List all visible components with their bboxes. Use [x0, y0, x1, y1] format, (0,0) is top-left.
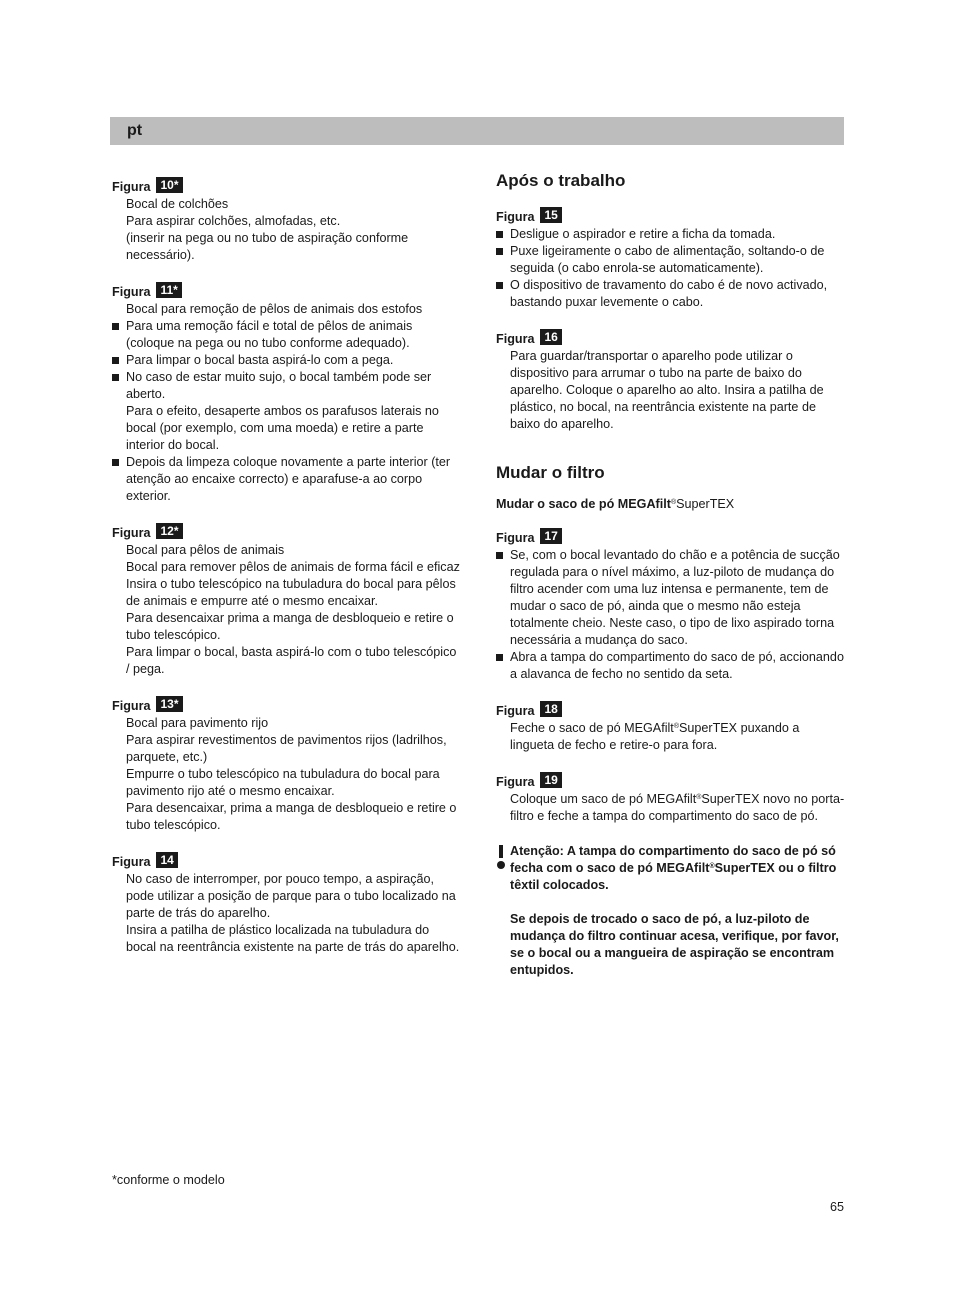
figure-number-badge: 19	[540, 772, 561, 788]
figure-number-badge: 17	[540, 528, 561, 544]
text-line: Para aspirar revestimentos de pavimentos rijos (ladrilhos, parquete, etc.)	[126, 733, 447, 764]
bullet-square-icon	[112, 323, 119, 330]
figure-label: Figura	[112, 285, 151, 299]
text-line: Bocal para pêlos de animais	[126, 543, 285, 557]
figure-18-section	[496, 700, 846, 754]
list-item: Depois da limpeza coloque novamente a parte interior (ter atenção ao encaixe correcto) e aparafuse-a ao corpo exterior.	[112, 454, 462, 505]
section-heading: Após o trabalho	[496, 171, 626, 190]
list-item: Para uma remoção fácil e total de pêlos de animais (coloque na pega ou no tubo conforme adequado).	[112, 318, 462, 352]
bullet-square-icon	[112, 357, 119, 364]
exclamation-icon	[497, 845, 505, 871]
figure-15-section	[496, 206, 846, 311]
figure-number-badge: 14	[156, 852, 177, 868]
list-item: O dispositivo de travamento do cabo é de novo activado, bastando puxar levemente o cabo.	[496, 277, 846, 311]
figure-label: Figura	[496, 210, 535, 224]
text-line: Feche o saco de pó MEGAfilt®SuperTEX puxando a lingueta de fecho e retire-o para fora.	[510, 721, 800, 752]
warning-text: Atenção: A tampa do compartimento do saco de pó só fecha com o saco de pó MEGAfilt®SuperTEX ou o filtro têxtil colocados.	[510, 844, 837, 892]
text-line: Bocal para remoção de pêlos de animais dos estofos	[126, 302, 423, 316]
text-line: Insira a patilha de plástico localizada na tubuladura do bocal na reentrância existente na parte de trás do aparelho.	[126, 923, 460, 954]
figure-number-badge: 15	[540, 207, 561, 223]
figure-number-badge: 10*	[156, 177, 182, 193]
figure-19-section	[496, 771, 846, 825]
right-column	[496, 170, 846, 979]
subheading: Mudar o saco de pó MEGAfilt®SuperTEX	[496, 497, 735, 511]
figure-label: Figura	[496, 531, 535, 545]
page-number: 65	[829, 1200, 844, 1214]
bullet-square-icon	[496, 231, 503, 238]
text-line: Para guardar/transportar o aparelho pode utilizar o dispositivo para arrumar o tubo na parte de baixo do aparelho. Coloque o aparelho ao alto. Insira a patilha de plástico, no bocal, na reentrância existente na parte de baixo do aparelho.	[510, 349, 824, 431]
bullet-square-icon	[496, 654, 503, 661]
bullet-square-icon	[112, 374, 119, 381]
figure-16-section	[496, 328, 846, 433]
language-code: pt	[127, 122, 143, 139]
list-item: No caso de estar muito sujo, o bocal também pode ser aberto. Para o efeito, desaperte ambos os parafusos laterais no bocal (por exemplo, com uma moeda) e retire a parte interior do bocal.	[112, 369, 462, 454]
figure-label: Figura	[496, 775, 535, 789]
warning-text: Se depois de trocado o saco de pó, a luz-piloto de mudança do filtro continuar acesa, verifique, por favor, se o bocal ou a mangueira de aspiração se encontram entupidos.	[510, 912, 839, 977]
list-item: Desligue o aspirador e retire a ficha da tomada.	[496, 226, 846, 243]
figure-number-badge: 16	[540, 329, 561, 345]
text-line: No caso de interromper, por pouco tempo, a aspiração, pode utilizar a posição de parque para o tubo localizado na parte de trás do aparelho.	[126, 872, 456, 920]
text-line: (inserir na pega ou no tubo de aspiração conforme necessário).	[126, 231, 409, 262]
text-line: Para desencaixar prima a manga de desbloqueio e retire o tubo telescópico.	[126, 611, 454, 642]
figure-label: Figura	[112, 855, 151, 869]
figure-14-section	[112, 851, 462, 956]
figure-label: Figura	[112, 180, 151, 194]
bullet-list	[496, 547, 846, 683]
bullet-square-icon	[496, 552, 503, 559]
figure-label: Figura	[496, 704, 535, 718]
text-line: Bocal para remover pêlos de animais de forma fácil e eficaz	[126, 560, 460, 574]
text-line: Bocal para pavimento rijo	[126, 716, 269, 730]
text-line: Para aspirar colchões, almofadas, etc.	[126, 214, 341, 228]
language-header-bar	[110, 117, 844, 145]
text-line: Coloque um saco de pó MEGAfilt®SuperTEX novo no porta-filtro e feche a tampa do compartimento do saco de pó.	[510, 792, 845, 823]
bullet-list	[496, 226, 846, 311]
bullet-list	[112, 318, 462, 505]
figure-17-section	[496, 527, 846, 683]
figure-number-badge: 11*	[156, 282, 181, 298]
figure-label: Figura	[496, 332, 535, 346]
text-line: Para limpar o bocal, basta aspirá-lo com o tubo telescópico / pega.	[126, 645, 457, 676]
left-column	[112, 176, 462, 956]
figure-label: Figura	[112, 526, 151, 540]
bullet-square-icon	[496, 282, 503, 289]
text-line: Insira o tubo telescópico na tubuladura do bocal para pêlos de animais e empurre até o mesmo encaixar.	[126, 577, 456, 608]
list-item: Puxe ligeiramente o cabo de alimentação, soltando-o de seguida (o cabo enrola-se automaticamente).	[496, 243, 846, 277]
text-line: Bocal de colchões	[126, 197, 229, 211]
text-line: Empurre o tubo telescópico na tubuladura do bocal para pavimento rijo até o mesmo encaixar.	[126, 767, 440, 798]
figure-12-section	[112, 522, 462, 678]
bullet-square-icon	[496, 248, 503, 255]
figure-10-section	[112, 176, 462, 264]
figure-label: Figura	[112, 699, 151, 713]
footnote: *conforme o modelo	[112, 1173, 225, 1187]
figure-13-section	[112, 695, 462, 834]
bullet-square-icon	[112, 459, 119, 466]
figure-11-section	[112, 281, 462, 505]
list-item: Abra a tampa do compartimento do saco de pó, accionando a alavanca de fecho no sentido da seta.	[496, 649, 846, 683]
figure-number-badge: 13*	[156, 696, 182, 712]
warning-notice	[496, 843, 846, 979]
list-item: Para limpar o bocal basta aspirá-lo com a pega.	[112, 352, 462, 369]
list-item: Se, com o bocal levantado do chão e a potência de sucção regulada para o nível máximo, a luz-piloto de mudança do filtro acender com uma luz intensa e permanente, tem de mudar o saco de pó, ainda que o mesmo não esteja totalmente cheio. Neste caso, o tipo de lixo aspirado torna necessária a mudança do saco.	[496, 547, 846, 649]
section-heading: Mudar o filtro	[496, 463, 605, 482]
text-line: Para desencaixar, prima a manga de desbloqueio e retire o tubo telescópico.	[126, 801, 457, 832]
figure-number-badge: 18	[540, 701, 561, 717]
figure-number-badge: 12*	[156, 523, 182, 539]
